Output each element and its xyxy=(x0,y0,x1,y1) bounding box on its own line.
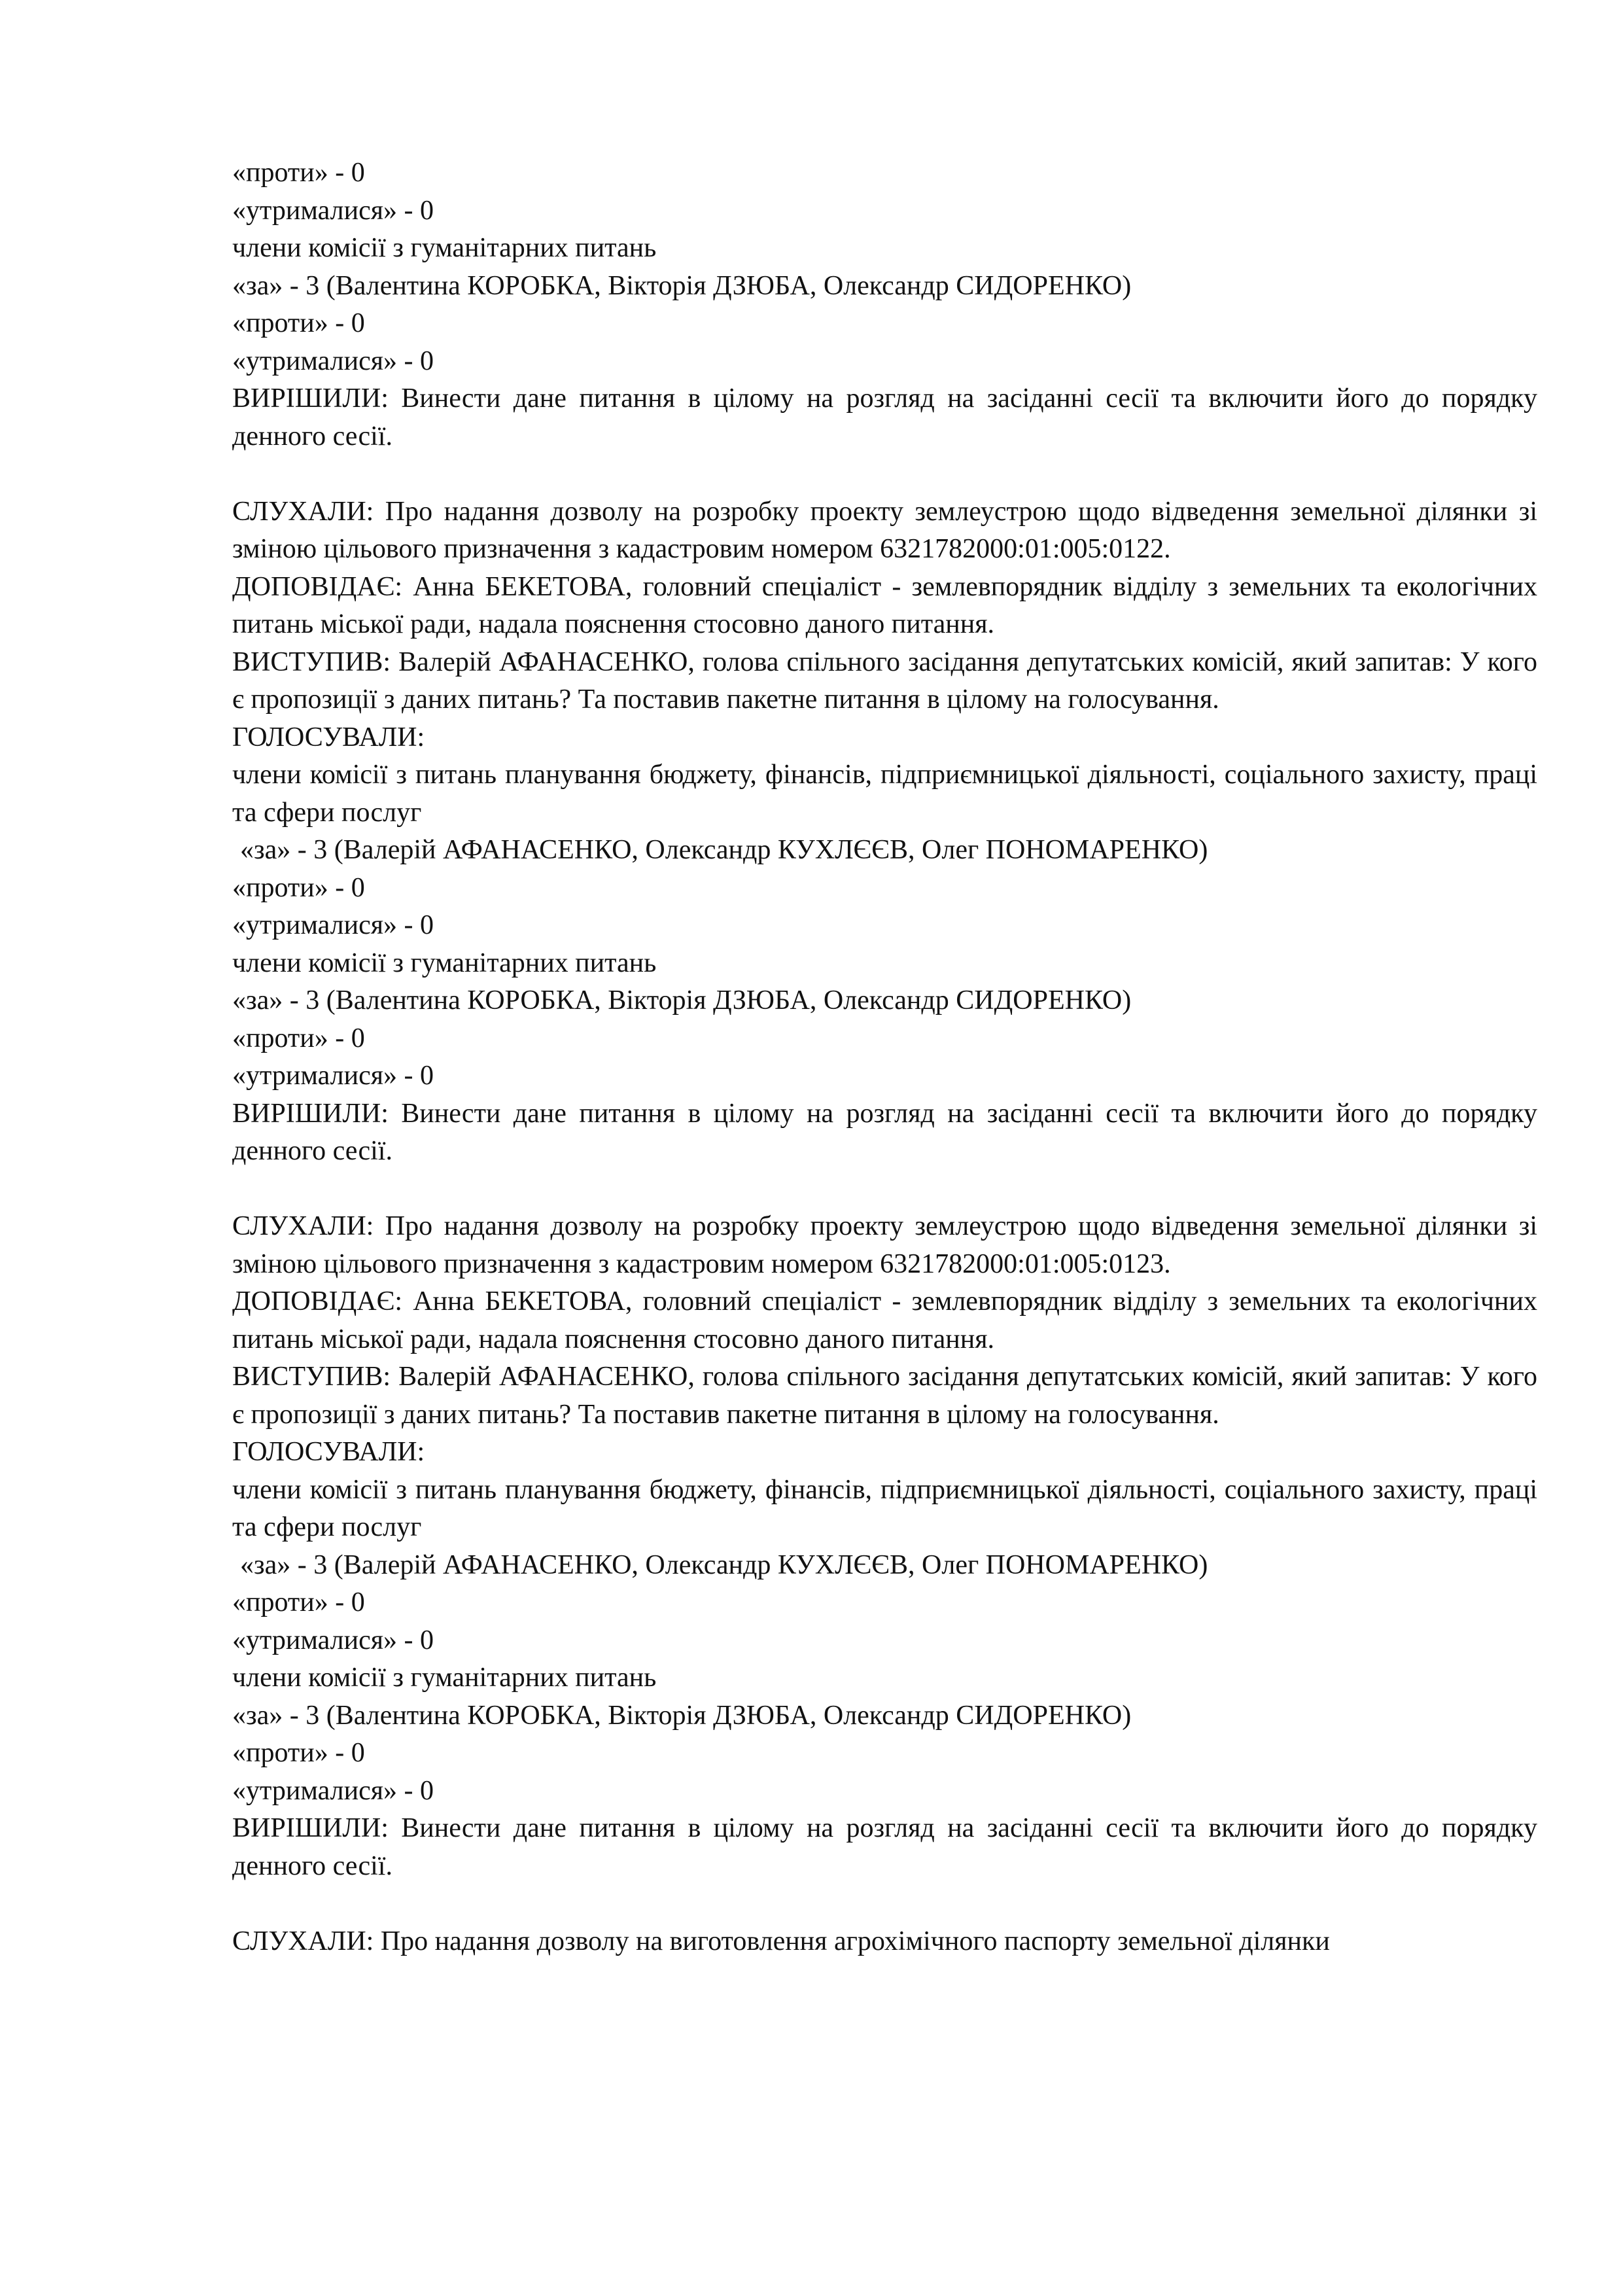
committee-humanitarian-item-2: члени комісії з гуманітарних питань xyxy=(232,1663,657,1693)
voted-heading-item-1: ГОЛОСУВАЛИ: xyxy=(232,722,425,752)
vote-against-humanitarian-item-1: «проти» - 0 xyxy=(232,1023,365,1053)
heard-item-1: СЛУХАЛИ: Про надання дозволу на розробку проекту землеустрою щодо відведення земельної ділянки зі зміною цільового призначення з кадастровим номером 6321782000:01:005:0122. xyxy=(232,496,1537,564)
vote-abstain-humanitarian: «утрималися» - 0 xyxy=(232,345,434,376)
vote-for-humanitarian-item-1: «за» - 3 (Валентина КОРОБКА, Вікторія ДЗЮБА, Олександр СИДОРЕНКО) xyxy=(232,985,1132,1016)
vote-abstain-humanitarian-item-1: «утрималися» - 0 xyxy=(232,1061,434,1091)
vote-against-budget-item-1: «проти» - 0 xyxy=(232,872,365,903)
vote-against-budget-item-2: «проти» - 0 xyxy=(232,1587,365,1617)
vote-against: «проти» - 0 xyxy=(232,158,365,188)
heard-item-3: СЛУХАЛИ: Про надання дозволу на виготовлення агрохімічного паспорту земельної ділянки xyxy=(232,1926,1330,1956)
reports-item-1: ДОПОВІДАЄ: Анна БЕКЕТОВА, головний спеціаліст - землевпорядник відділу з земельних та екологічних питань міської ради, надала пояснення стосовно даного питання. xyxy=(232,571,1537,639)
spoke-item-2: ВИСТУПИВ: Валерій АФАНАСЕНКО, голова спільного засідання депутатських комісій, який запитав: У кого є пропозиції з даних питань? Та поставив пакетне питання в цілому на голосування. xyxy=(232,1362,1537,1430)
heard-item-2: СЛУХАЛИ: Про надання дозволу на розробку проекту землеустрою щодо відведення земельної ділянки зі зміною цільового призначення з кадастровим номером 6321782000:01:005:0123. xyxy=(232,1211,1537,1279)
decision-item-1: ВИРІШИЛИ: Винести дане питання в цілому на розгляд на засіданні сесії та включити його до порядку денного сесії. xyxy=(232,1098,1537,1166)
vote-for-humanitarian: «за» - 3 (Валентина КОРОБКА, Вікторія ДЗЮБА, Олександр СИДОРЕНКО) xyxy=(232,270,1132,301)
spoke-item-1: ВИСТУПИВ: Валерій АФАНАСЕНКО, голова спільного засідання депутатських комісій, який запитав: У кого є пропозиції з даних питань? Та поставив пакетне питання в цілому на голосування. xyxy=(232,646,1537,715)
vote-abstain: «утрималися» - 0 xyxy=(232,195,434,226)
vote-for-humanitarian-item-2: «за» - 3 (Валентина КОРОБКА, Вікторія ДЗЮБА, Олександр СИДОРЕНКО) xyxy=(232,1700,1132,1731)
voted-heading-item-2: ГОЛОСУВАЛИ: xyxy=(232,1437,425,1467)
decision-item-2: ВИРІШИЛИ: Винести дане питання в цілому на розгляд на засіданні сесії та включити його до порядку денного сесії. xyxy=(232,1813,1537,1881)
paragraph-gap xyxy=(232,1171,1537,1209)
vote-abstain-budget-item-2: «утрималися» - 0 xyxy=(232,1625,434,1655)
vote-against-humanitarian: «проти» - 0 xyxy=(232,308,365,338)
committee-humanitarian-item-1: члени комісії з гуманітарних питань xyxy=(232,947,657,978)
vote-abstain-humanitarian-item-2: «утрималися» - 0 xyxy=(232,1775,434,1806)
committee-humanitarian: члени комісії з гуманітарних питань xyxy=(232,233,657,263)
vote-for-budget-item-2: «за» - 3 (Валерій АФАНАСЕНКО, Олександр КУХЛЄЄВ, Олег ПОНОМАРЕНКО) xyxy=(240,1549,1208,1580)
paragraph-gap xyxy=(232,455,1537,493)
decision: ВИРІШИЛИ: Винести дане питання в цілому на розгляд на засіданні сесії та включити його до порядку денного сесії. xyxy=(232,383,1537,451)
vote-for-budget-item-1: «за» - 3 (Валерій АФАНАСЕНКО, Олександр КУХЛЄЄВ, Олег ПОНОМАРЕНКО) xyxy=(240,835,1208,865)
document-page xyxy=(232,154,1537,1960)
paragraph-gap xyxy=(232,1885,1537,1923)
committee-budget-item-1: члени комісії з питань планування бюджету, фінансів, підприємницької діяльності, соціального захисту, праці та сфери послуг xyxy=(232,760,1537,828)
vote-against-humanitarian-item-2: «проти» - 0 xyxy=(232,1738,365,1768)
reports-item-2: ДОПОВІДАЄ: Анна БЕКЕТОВА, головний спеціаліст - землевпорядник відділу з земельних та екологічних питань міської ради, надала пояснення стосовно даного питання. xyxy=(232,1286,1537,1354)
vote-abstain-budget-item-1: «утрималися» - 0 xyxy=(232,910,434,940)
committee-budget-item-2: члени комісії з питань планування бюджету, фінансів, підприємницької діяльності, соціального захисту, праці та сфери послуг xyxy=(232,1474,1537,1542)
